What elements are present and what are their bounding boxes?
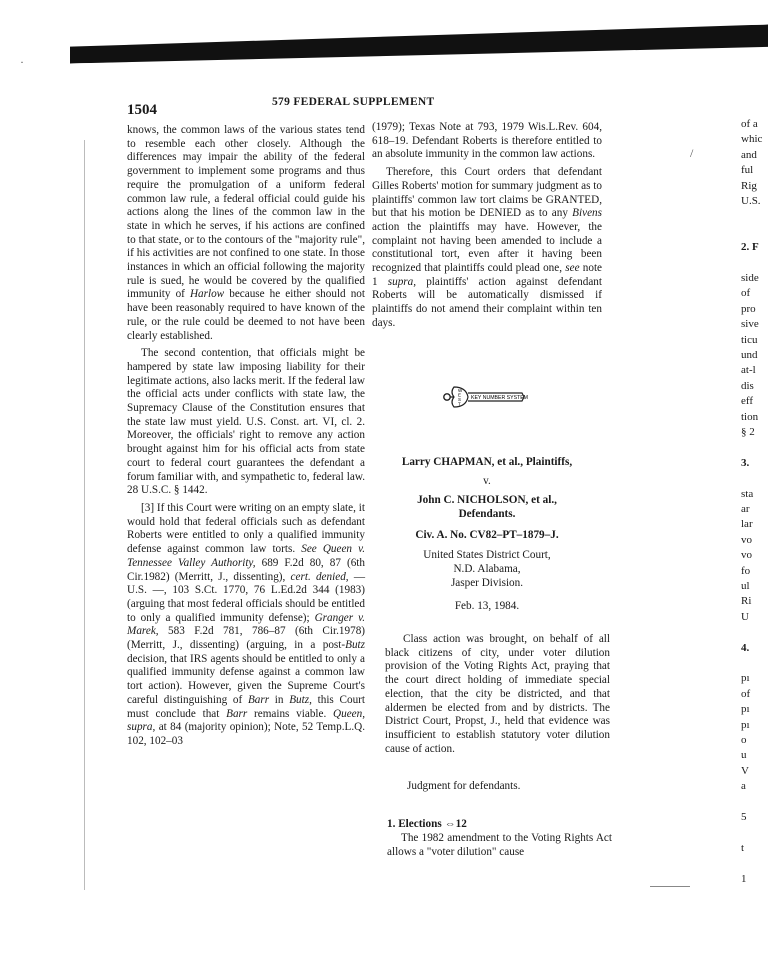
case-caption bbox=[372, 455, 602, 613]
edge-text-line: sta bbox=[741, 487, 754, 500]
edge-text-line: ful bbox=[741, 164, 754, 177]
case-versus: v. bbox=[483, 475, 491, 487]
west-key-number-logo bbox=[438, 384, 528, 410]
case-defendant-line-1: John C. NICHOLSON, et al., bbox=[417, 494, 557, 506]
headnote bbox=[387, 817, 612, 859]
edge-text-line: fo bbox=[741, 564, 751, 577]
syllabus bbox=[385, 633, 610, 756]
left-paragraph-3: [3] If this Court were writing on an empty slate, it would hold that federal officials such as defendant Roberts were entitled to only a qualified immunity defense against common law torts. See Queen v. Tennessee Valley Authority, 689 F.2d 80, 87 (6th Cir.1982) (Merritt, J., dissenting), cert. denied, — U.S. —, 103 S.Ct. 1770, 76 L.Ed.2d 344 (1983) (arguing that most federal officials should be entitled to only a qualified immunity defense); Granger v. Marek, 583 F.2d 781, 786–87 (6th Cir.1978) (Merritt, J., dissenting) (arguing, in a post-Butz decision, that IRS agents should be entitled to only a qualified immunity defense against a common law tort action). However, given the Supreme Court's careful distinguishing of Barr in Butz, this Court must conclude that Barr remains viable. Queen, supra, at 84 (majority opinion); Note, 52 Temp.L.Q. 102, 102–03 bbox=[127, 501, 366, 747]
edge-text-line: 3. bbox=[741, 456, 750, 469]
right-paragraph-2: Therefore, this Court orders that defendant Gilles Roberts' motion for summary judgment as to plaintiffs' common law tort claims be GRANTED, but that his motion be DENIED as to any Bivens action the plaintiffs may have. However, the complaint not having been amended to include a constitutional tort, even after it having been recognized that plaintiffs could plead one, see note 1 supra, plaintiffs' action against defendant Roberts will be automatically dismissed if plaintiffs do not amend their complaint within ten days. bbox=[372, 166, 603, 329]
left-paragraph-1: knows, the common laws of the various states tend to resemble each other closely. Although the differences may impair the ability of the federal government to implement some programs and thus require the promulgation of a uniform federal common law rule, a federal official could guide his actions along the lines of the common law in the state in which he serves, if his actions are confined to that state, or to the contours of the "majority rule", if his activities are not confined to one state. In those instances in which an official following the majority rule is sued, he would be covered by the qualified immunity of Harlow because he either should not have been reasonably required to have known of the rule, or the rule could be deemed to not have been clearly established. bbox=[127, 124, 366, 342]
edge-text-line: Ri bbox=[741, 595, 752, 608]
logo-letter-s: S bbox=[458, 397, 462, 402]
key-number-label: KEY NUMBER SYSTEM bbox=[471, 395, 528, 401]
left-column bbox=[127, 124, 365, 749]
page-number: 1504 bbox=[127, 102, 157, 118]
logo-letter-w: W bbox=[458, 388, 463, 393]
logo-letter-e: E bbox=[458, 392, 462, 398]
edge-text-line: U bbox=[741, 610, 749, 623]
case-defendant-line-2: Defendants. bbox=[458, 508, 516, 520]
edge-text-line: o bbox=[741, 734, 747, 746]
scan-speck: / bbox=[690, 146, 694, 160]
court-line-3: Jasper Division. bbox=[450, 577, 524, 589]
edge-text-line: tion bbox=[741, 410, 759, 423]
right-column bbox=[372, 121, 602, 331]
edge-text-line: ar bbox=[741, 503, 750, 515]
edge-text-line: ticu bbox=[741, 333, 758, 346]
edge-text-line: pı bbox=[741, 672, 750, 685]
edge-text-line: of bbox=[741, 687, 751, 700]
left-paragraph-2: The second contention, that officials might be hampered by state law imposing liability for their legitimate actions, also lacks merit. If the federal law the official acts under conflicts with state law, the Supremacy Clause of the Constitution ensures that the state law must yield. U.S. Const. art. VI, cl. 2. Moreover, the officials' right to remove any action brought against him for his official acts from state court to federal court guarantees the defendant a forum familiar with, and sympathetic to, federal law. 28 U.S.C. § 1442. bbox=[127, 347, 365, 497]
logo-letter-t: T bbox=[458, 401, 461, 407]
scan-top-edge-shadow bbox=[70, 25, 768, 64]
edge-text-line: whic bbox=[741, 133, 763, 146]
edge-text-line: 1 bbox=[741, 872, 747, 885]
edge-text-line: Rig bbox=[741, 179, 757, 192]
edge-text-line: of bbox=[741, 287, 751, 300]
court-line-2: N.D. Alabama, bbox=[453, 563, 521, 575]
edge-text-line: vo bbox=[741, 533, 752, 546]
decision-date: Feb. 13, 1984. bbox=[454, 600, 520, 612]
edge-text-line: V bbox=[741, 764, 749, 777]
scan-mark bbox=[650, 886, 690, 887]
edge-text-line: pı bbox=[741, 703, 750, 716]
edge-text-line: of a bbox=[741, 118, 758, 130]
headnote-text: The 1982 amendment to the Voting Rights Act allows a "voter dilution" cause bbox=[387, 832, 612, 858]
edge-text-line: 2. F bbox=[741, 241, 759, 254]
headnote-title: 1. Elections ⇔12 bbox=[387, 818, 467, 830]
edge-text-line: u bbox=[741, 749, 747, 762]
edge-text-line: und bbox=[741, 349, 758, 361]
edge-text-line: 5 bbox=[741, 811, 747, 823]
edge-text-line: 4. bbox=[741, 641, 750, 654]
edge-text-line: at-l bbox=[741, 364, 756, 377]
running-head: 579 FEDERAL SUPPLEMENT bbox=[272, 96, 435, 108]
edge-text-line: ul bbox=[741, 580, 750, 592]
edge-text-line: t bbox=[741, 841, 745, 854]
court-line-1: United States District Court, bbox=[423, 549, 551, 561]
edge-text-line: and bbox=[741, 148, 757, 161]
holding: Judgment for defendants. bbox=[407, 780, 521, 792]
edge-text-line: pı bbox=[741, 718, 750, 731]
scan-fold-line bbox=[84, 140, 85, 890]
syllabus-paragraph: Class action was brought, on behalf of all black citizens of city, under voter dilution provision of the Voting Rights Act, praying that the court direct holding of immediate special election, that the city be districted, and that aldermen be elected from and by districts. The District Court, Propst, J., held that evidence was insufficient to establish statutory voter dilution cause of action. bbox=[385, 633, 610, 755]
edge-text-line: U.S. bbox=[741, 195, 761, 207]
edge-text-line: pro bbox=[741, 302, 756, 315]
edge-text-line: vo bbox=[741, 549, 752, 562]
edge-text-line: § 2 bbox=[741, 426, 755, 438]
right-paragraph-1: (1979); Texas Note at 793, 1979 Wis.L.Rev. 604, 618–19. Defendant Roberts is therefore entitled to an absolute immunity in the common law actions. bbox=[372, 121, 602, 161]
edge-text-line: lar bbox=[741, 518, 753, 531]
edge-text-line: eff bbox=[741, 395, 754, 408]
edge-text-line: side bbox=[741, 272, 759, 284]
edge-text-line: sive bbox=[741, 318, 759, 331]
scan-speck: · bbox=[20, 55, 24, 69]
edge-text-line: a bbox=[741, 780, 746, 793]
civil-action-number: Civ. A. No. CV82–PT–1879–J. bbox=[415, 529, 559, 541]
case-plaintiff: Larry CHAPMAN, et al., Plaintiffs, bbox=[401, 456, 573, 468]
edge-text-line: dis bbox=[741, 379, 754, 392]
